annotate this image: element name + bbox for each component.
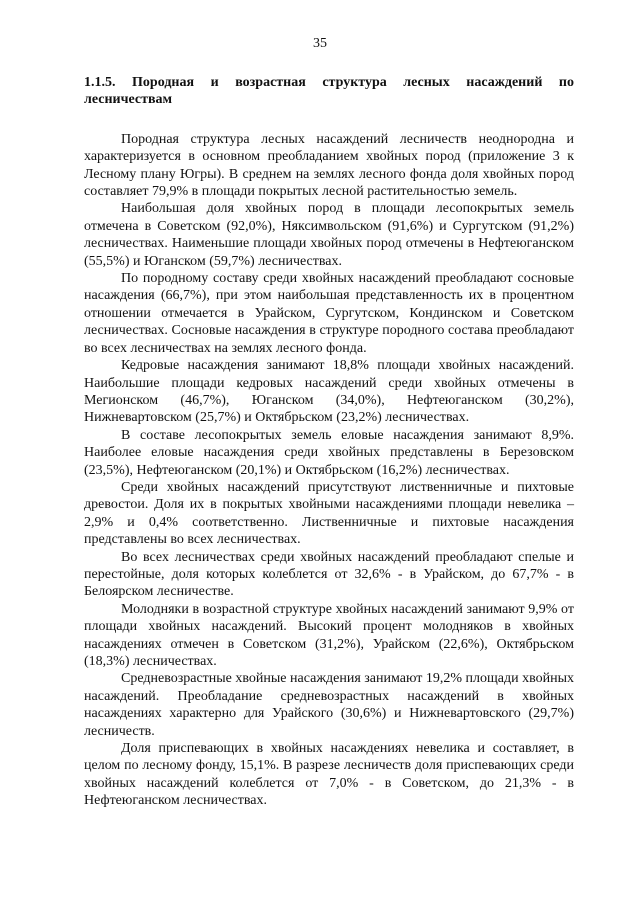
paragraph-middle-aged-stands: Средневозрастные хвойные насаждения занимают 19,2% площади хвойных насаждений. Преобладание средневозрастных насаждений в хвойных насаждениях характерно для Урайского (30,6%) и Нижневартовского (29,7%) лесничеств. [84, 671, 575, 739]
paragraph-spruce-stands: В составе лесопокрытых земель еловые насаждения занимают 8,9%. Наиболее еловые насаждения среди хвойных представлены в Березовском (23,5%), Нефтеюганском (20,1%) и Октябрьском (16,2%) лесничествах. [84, 427, 574, 478]
paragraph-pine-stands: По породному составу среди хвойных насаждений преобладают сосновые насаждения (66,7%), при этом наибольшая представленность их в процентном отношении отмечается в Урайском, Сургутском, Кондинском и Советском лесничествах. Сосновые насаждения в структуре породного состава преобладают во всех лесничествах на землях лесного фонда. [84, 271, 574, 356]
paragraph-conifer-share: Наибольшая доля хвойных пород в площади лесопокрытых земель отмечена в Советском (92,0%), Няксимвольском (91,6%) и Сургутском (91,2%) лесничествах. Наименьшие площади хвойных пород отмечены в Нефтеюганском (55,5%) и Юганском (59,7%) лесничествах. [84, 201, 574, 269]
paragraph-maturing-stands: Доля приспевающих в хвойных насаждениях невелика и составляет, в целом по лесному фонду, 15,1%. В разрезе лесничеств доля приспевающих среди хвойных насаждений колеблется от 7,0% - в Советском, до 21,3% - в Нефтеюганском лесничествах. [84, 741, 574, 809]
section-heading: 1.1.5. Породная и возрастная структура лесных насаждений по лесничествам [84, 75, 574, 108]
paragraph-species-structure: Породная структура лесных насаждений лесничеств неоднородна и характеризуется в основном преобладанием хвойных пород (приложение 3 к Лесному плану Югры). В среднем на землях лесного фонда доля хвойных пород составляет 79,9% в площади покрытых лесной растительностью земель. [84, 131, 574, 200]
paragraph-cedar-stands: Кедровые насаждения занимают 18,8% площади хвойных насаждений. Наибольшие площади кедровых насаждений среди хвойных отмечены в Мегионском (46,7%), Юганском (34,0%), Нефтеюганском (30,2%), Нижневартовском (25,7%) и Октябрьском (23,2%) лесничествах. [84, 358, 574, 426]
paragraph-larch-fir-stands: Среди хвойных насаждений присутствуют лиственничные и пихтовые древостои. Доля их в покрытых хвойными насаждениями площади невелика – 2,9% и 0,4% соответственно. Лиственничные и пихтовые насаждения представлены во всех лесничествах. [84, 479, 574, 548]
page-number: 35 [313, 36, 327, 51]
paragraph-mature-stands: Во всех лесничествах среди хвойных насаждений преобладают спелые и перестойные, доля которых колеблется от 32,6% - в Урайском, до 67,7% - в Белоярском лесничестве. [84, 549, 574, 600]
paragraph-young-stands: Молодняки в возрастной структуре хвойных насаждений занимают 9,9% от площади хвойных насаждений. Высокий процент молодняков в хвойных насаждениях отмечен в Советском (31,2%), Урайском (22,6%), Октябрьском (18,3%) лесничествах. [84, 601, 574, 669]
page-content [84, 74, 574, 810]
